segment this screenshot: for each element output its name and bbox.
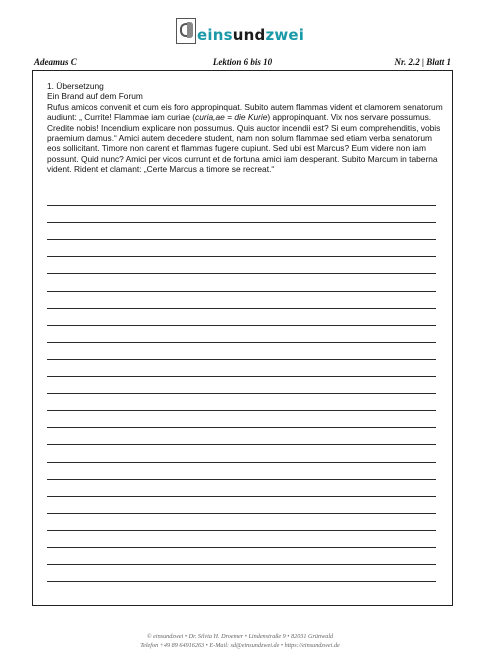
logo-mark-icon [176, 18, 196, 44]
writing-line [47, 479, 436, 480]
writing-line [47, 273, 436, 274]
logo-text-part3: zwei [265, 26, 305, 44]
writing-line [47, 325, 436, 326]
writing-line [47, 205, 436, 206]
writing-line [47, 239, 436, 240]
writing-line [47, 359, 436, 360]
latin-text: Rufus amicos convenit et cum eis foro appropinquat. Subito autem flammas vident et clamorem senatorum audiunt: „ Currite! Flammae iam curiae (curia,ae = die Kurie) appropinquant. Vix nos servare possumus. Credite nobis! Incendium explicare non possumus. Quis auctor incendii est? Si eum comprehenditis, vobis praemium damus.“ Amici autem decedere student, nam non solum flammae sed etiam verba senatorum eos sollicitant. Timore non carent et flammas fugere cupiunt. Sed ubi est Marcus? Eum videre non iam possunt. Quid nunc? Amici per vicos currunt et de fortuna amici iam desperant. Subito Marcum in taberna vident. Rident et clamant: „Certe Marcus a timore se recreat.“ [47, 101, 443, 175]
writing-line [47, 462, 436, 463]
logo [176, 14, 304, 44]
writing-line [47, 393, 436, 394]
footer-address: © einsundzwei • Dr. Silvia H. Droemer • Lindenstraße 9 • 82031 Grünwald [146, 633, 334, 640]
writing-line [47, 308, 436, 309]
header-book-title: Adeamus C [34, 57, 77, 67]
logo-text-part2: und [232, 26, 266, 44]
gloss: curia,ae = die Kurie [195, 112, 268, 123]
logo-text-part1: eins [197, 26, 233, 44]
writing-line [47, 256, 436, 257]
exercise-content [47, 81, 443, 175]
exercise-number-title: 1. Übersetzung [47, 81, 104, 91]
writing-line [47, 410, 436, 411]
story-title: Ein Brand auf dem Forum [47, 91, 143, 102]
writing-line [47, 427, 436, 428]
writing-line [47, 444, 436, 445]
writing-line [47, 581, 436, 582]
header-lesson-range: Lektion 6 bis 10 [212, 57, 273, 67]
writing-line [47, 222, 436, 223]
writing-line [47, 547, 436, 548]
writing-line [47, 530, 436, 531]
writing-line [47, 496, 436, 497]
writing-line [47, 376, 436, 377]
header-sheet-number: Nr. 2.2 | Blatt 1 [394, 57, 451, 67]
logo-text [197, 26, 304, 44]
writing-line [47, 342, 436, 343]
writing-line [47, 513, 436, 514]
footer-contact: Telefon +49 89 64916263 • E-Mail: sd@einsundzwei.de • https://einsundzwei.de [140, 642, 340, 649]
writing-line [47, 291, 436, 292]
page-footer [0, 632, 480, 650]
writing-line [47, 564, 436, 565]
